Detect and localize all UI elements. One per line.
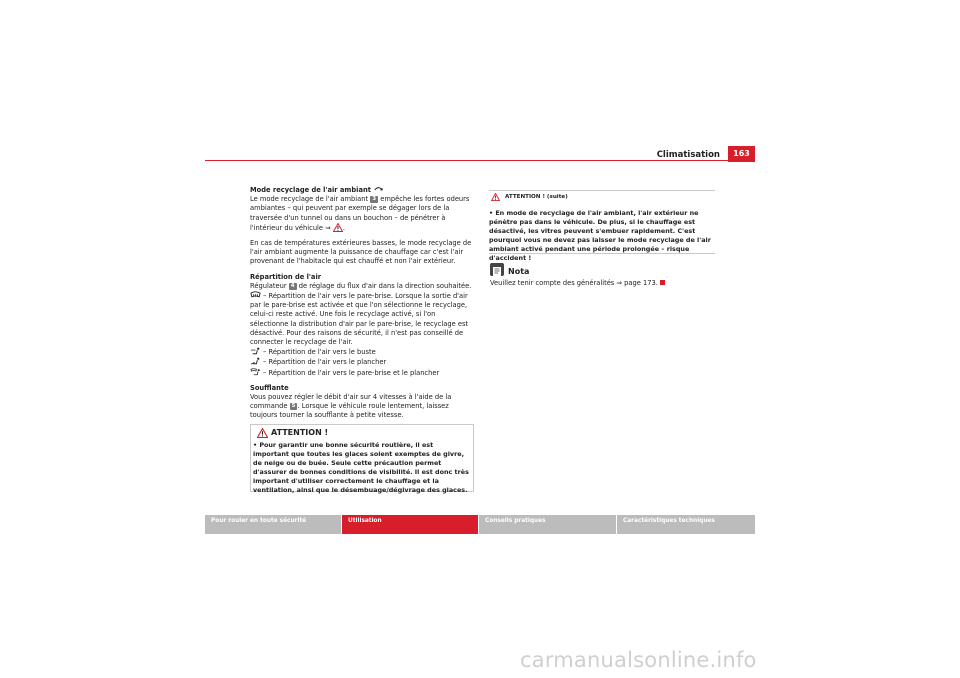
- watermark: carmanualsonline.info: [520, 648, 757, 672]
- control-badge-4: 4: [290, 282, 295, 289]
- blower-paragraph: Vous pouvez régler le débit d'air sur 4 vitesses à l'aide de la commande 5 . Lorsque le véhicule roule lentement, laissez toujours tourner la soufflante à petite vitesse.: [250, 393, 452, 420]
- windscreen-airflow-icon: [250, 291, 261, 299]
- note-title: Nota: [508, 267, 530, 276]
- air-distribution-item-windscreen-floor: – Répartition de l'air vers le pare-brise et le plancher: [250, 368, 472, 378]
- chapter-title: Climatisation: [656, 150, 720, 160]
- warning-triangle-icon: [257, 428, 268, 438]
- air-distribution-item-torso: – Répartition de l'air vers le buste: [250, 347, 472, 357]
- warning-box: [250, 424, 474, 492]
- recirculation-heading: Mode recyclage de l'air ambiant: [250, 185, 472, 195]
- tab-tips[interactable]: Conseils pratiques: [479, 515, 616, 534]
- warning-triangle-icon: [333, 223, 343, 232]
- tab-operation[interactable]: Utilisation: [342, 515, 478, 534]
- control-badge-5: 5: [291, 403, 296, 410]
- warning-text: • Pour garantir une bonne sécurité routière, il est important que toutes les glaces soient exemptes de givre, de neige ou de buée. Seule cette précaution permet d'assurer de bonnes conditions de visibilité. Il est donc très important d'utiliser correctement le chauffage et la ventilation, ainsi que le désembuage/dégivrage des glaces.: [253, 441, 469, 494]
- warning-continued-header: [489, 191, 715, 203]
- warning-triangle-icon: [491, 193, 500, 201]
- recirculation-icon: [373, 185, 384, 193]
- recirculation-paragraph-2: En cas de températures extérieures basses, le mode recyclage de l'air ambiant augmente la puissance de chauffage car c'est l'air provenant de l'habitacle qui est chauffé et non l'air extérieur.: [250, 239, 472, 266]
- floor-airflow-icon: [250, 357, 261, 365]
- warning-header: [251, 425, 473, 441]
- air-distribution-paragraph: Régulateur 4 de réglage du flux d'air dans la direction souhaitée.: [250, 281, 472, 290]
- header-rule: [205, 160, 728, 161]
- control-badge-3: 3: [372, 196, 377, 203]
- warning-continued-title: ATTENTION ! (suite): [505, 194, 568, 200]
- warning-continued-box: [489, 190, 715, 262]
- note-icon: [490, 263, 504, 276]
- recirculation-paragraph-1: Le mode recyclage de l'air ambiant 3 empêche les fortes odeurs ambiantes – qui peuvent par exemple se dégager lors de la traversée d'un tunnel ou dans un bouchon – de pénétrer à l'intérieur du véhicule ⇒ .: [250, 195, 470, 232]
- blower-heading: Soufflante: [250, 383, 289, 392]
- page-number-box: [728, 146, 755, 162]
- air-distribution-item-floor: – Répartition de l'air vers le plancher: [250, 357, 472, 367]
- air-distribution-item-windscreen: – Répartition de l'air vers le pare-brise. Lorsque la sortie d'air par le pare-brise est activée et que l'on sélectionne le recyclage, celui-ci reste activé. Une fois le recyclage activé, si l'on sélectionne la distribution d'air par le pare-brise, le recyclage est désactivé. Pour des raisons de sécurité, il n'est pas conseillé de connecter le recyclage de l'air.: [250, 292, 469, 347]
- air-distribution-heading: Répartition de l'air: [250, 272, 322, 281]
- torso-airflow-icon: [250, 347, 261, 355]
- tab-technical-data[interactable]: Caractéristiques techniques: [617, 515, 755, 534]
- left-column: [250, 185, 472, 421]
- page-number: 163: [733, 149, 750, 158]
- tab-safety[interactable]: Pour rouler en toute sécurité: [205, 515, 341, 534]
- warning-continued-text: • En mode de recyclage de l'air ambiant, l'air extérieur ne pénètre pas dans le véhicule. De plus, si le chauffage est désactivé, les vitres peuvent s'embuer rapidement. C'est pourquoi vous ne devez pas laisser le mode recyclage de l'air ambiant activé pendant une période prolongée – risque d'accident !: [489, 209, 711, 262]
- windscreen-floor-airflow-icon: [250, 368, 261, 376]
- end-marker: [660, 280, 665, 285]
- warning-title: ATTENTION !: [271, 428, 329, 437]
- note-text: Veuillez tenir compte des généralités ⇒ page 173.: [490, 279, 665, 287]
